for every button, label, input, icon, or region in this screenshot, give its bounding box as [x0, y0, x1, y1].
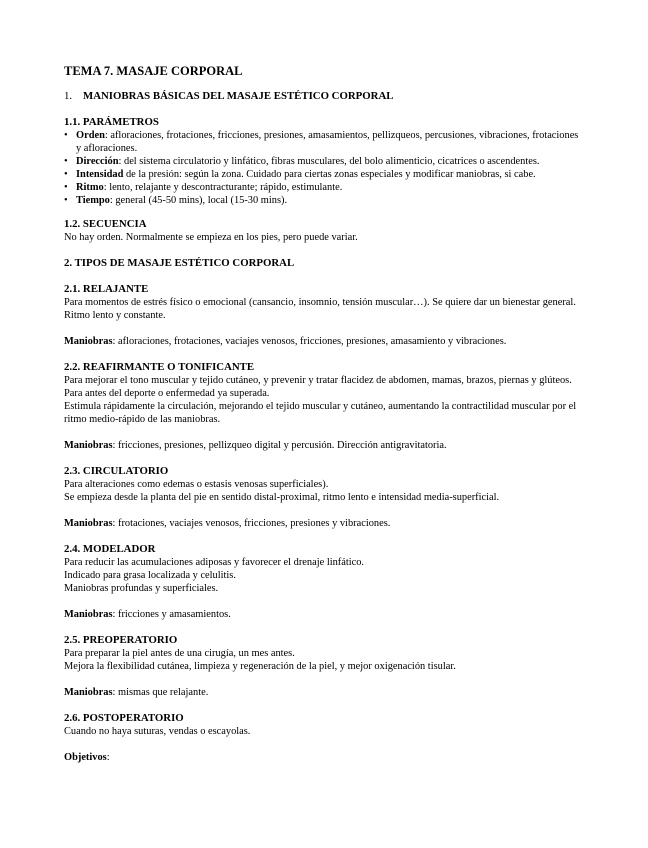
param-text-direccion: : del sistema circulatorio y linfático, fibras musculares, del bolo alimenticio, cicatrices o ascendentes.	[118, 156, 540, 167]
modelador-line-1: Para reducir las acumulaciones adiposas y favorecer el drenaje linfático.	[64, 557, 365, 568]
list-item	[64, 129, 584, 155]
param-label-intensidad: Intensidad	[76, 169, 124, 180]
section-2-heading: 2. TIPOS DE MASAJE ESTÉTICO CORPORAL	[64, 257, 295, 269]
param-label-ritmo: Ritmo	[76, 182, 104, 193]
modelador-heading: 2.4. MODELADOR	[64, 543, 156, 555]
modelador-line-3: Maniobras profundas y superficiales.	[64, 583, 219, 594]
relajante-heading: 2.1. RELAJANTE	[64, 283, 149, 295]
reafirmante-line-2: Para antes del deporte o enfermedad ya superada.	[64, 388, 270, 399]
circulatorio-maniobras-text: : frotaciones, vaciajes venosos, fricciones, presiones y vibraciones.	[112, 518, 391, 529]
relajante-maniobras-text: : afloraciones, frotaciones, vaciajes venosos, fricciones, presiones, amasamiento y vibraciones.	[112, 336, 507, 347]
section-1-number: 1.	[64, 90, 73, 102]
document-title: TEMA 7. MASAJE CORPORAL	[64, 64, 243, 78]
list-item	[64, 168, 584, 181]
param-text-ritmo: : lento, relajante y descontracturante; rápido, estimulante.	[103, 182, 343, 193]
reafirmante-maniobras	[64, 439, 584, 452]
circulatorio-heading: 2.3. CIRCULATORIO	[64, 465, 169, 477]
postoperatorio-line-1: Cuando no haya suturas, vendas o escayolas.	[64, 726, 251, 737]
modelador-maniobras-text: : fricciones y amasamientos.	[112, 609, 231, 620]
reafirmante-line-1: Para mejorar el tono muscular y tejido cutáneo, y prevenir y tratar flacidez de abdomen, mamas, brazos, piernas y glúteos.	[64, 375, 572, 386]
maniobras-label: Maniobras	[64, 440, 113, 451]
reafirmante-maniobras-text: : fricciones, presiones, pellizqueo digital y percusión. Dirección antigravitatoria.	[112, 440, 447, 451]
maniobras-label: Maniobras	[64, 336, 113, 347]
list-item	[64, 194, 584, 207]
reafirmante-heading: 2.2. REAFIRMANTE O TONIFICANTE	[64, 361, 255, 373]
relajante-text: Para momentos de estrés físico o emocional (cansancio, insomnio, tensión muscular…). Se quiere dar un bienestar general. Ritmo lento y constante.	[64, 297, 576, 321]
relajante-maniobras	[64, 335, 584, 348]
preoperatorio-maniobras-text: : mismas que relajante.	[112, 687, 209, 698]
modelador-line-2: Indicado para grasa localizada y celulitis.	[64, 570, 236, 581]
postoperatorio-heading: 2.6. POSTOPERATORIO	[64, 712, 184, 724]
preoperatorio-line-1: Para preparar la piel antes de una cirugía, un mes antes.	[64, 648, 295, 659]
param-label-direccion: Dirección	[76, 156, 119, 167]
preoperatorio-line-2: Mejora la flexibilidad cutánea, limpieza y regeneración de la piel, y mejor oxigenación tisular.	[64, 661, 456, 672]
param-text-orden: : afloraciones, frotaciones, fricciones, presiones, amasamientos, pellizqueos, percusiones, vibraciones, frotaciones y afloraciones.	[76, 130, 579, 154]
list-item	[64, 181, 584, 194]
maniobras-label: Maniobras	[64, 609, 113, 620]
maniobras-label: Maniobras	[64, 518, 113, 529]
maniobras-label: Maniobras	[64, 687, 113, 698]
document-page	[64, 63, 584, 764]
objetivos-label: Objetivos	[64, 752, 107, 763]
circulatorio-maniobras	[64, 517, 584, 530]
param-text-tiempo: : general (45-50 mins), local (15-30 mins).	[109, 195, 288, 206]
param-label-orden: Orden	[76, 130, 105, 141]
circulatorio-line-1: Para alteraciones como edemas o estasis venosas superficiales).	[64, 479, 329, 490]
modelador-maniobras	[64, 608, 584, 621]
postoperatorio-objetivos	[64, 751, 584, 764]
parametros-list	[64, 129, 584, 207]
reafirmante-line-3: Estimula rápidamente la circulación, mejorando el tejido muscular y cutáneo, aumentando la contractilidad muscular por el ritmo medio-rápido de las maniobras.	[64, 401, 577, 425]
secuencia-text: No hay orden. Normalmente se empieza en los pies, pero puede variar.	[64, 232, 358, 243]
preoperatorio-maniobras	[64, 686, 584, 699]
param-label-tiempo: Tiempo	[76, 195, 110, 206]
section-1-heading	[64, 90, 584, 103]
preoperatorio-heading: 2.5. PREOPERATORIO	[64, 634, 178, 646]
parametros-heading: 1.1. PARÁMETROS	[64, 116, 159, 128]
circulatorio-line-2: Se empieza desde la planta del pie en sentido distal-proximal, ritmo lento e intensidad media-superficial.	[64, 492, 500, 503]
section-1-title: MANIOBRAS BÁSICAS DEL MASAJE ESTÉTICO CORPORAL	[83, 90, 394, 102]
objetivos-suffix: :	[106, 752, 110, 763]
param-text-intensidad: de la presión: según la zona. Cuidado para ciertas zonas especiales y modificar maniobras, si cabe.	[123, 169, 536, 180]
secuencia-heading: 1.2. SECUENCIA	[64, 218, 147, 230]
list-item	[64, 155, 584, 168]
